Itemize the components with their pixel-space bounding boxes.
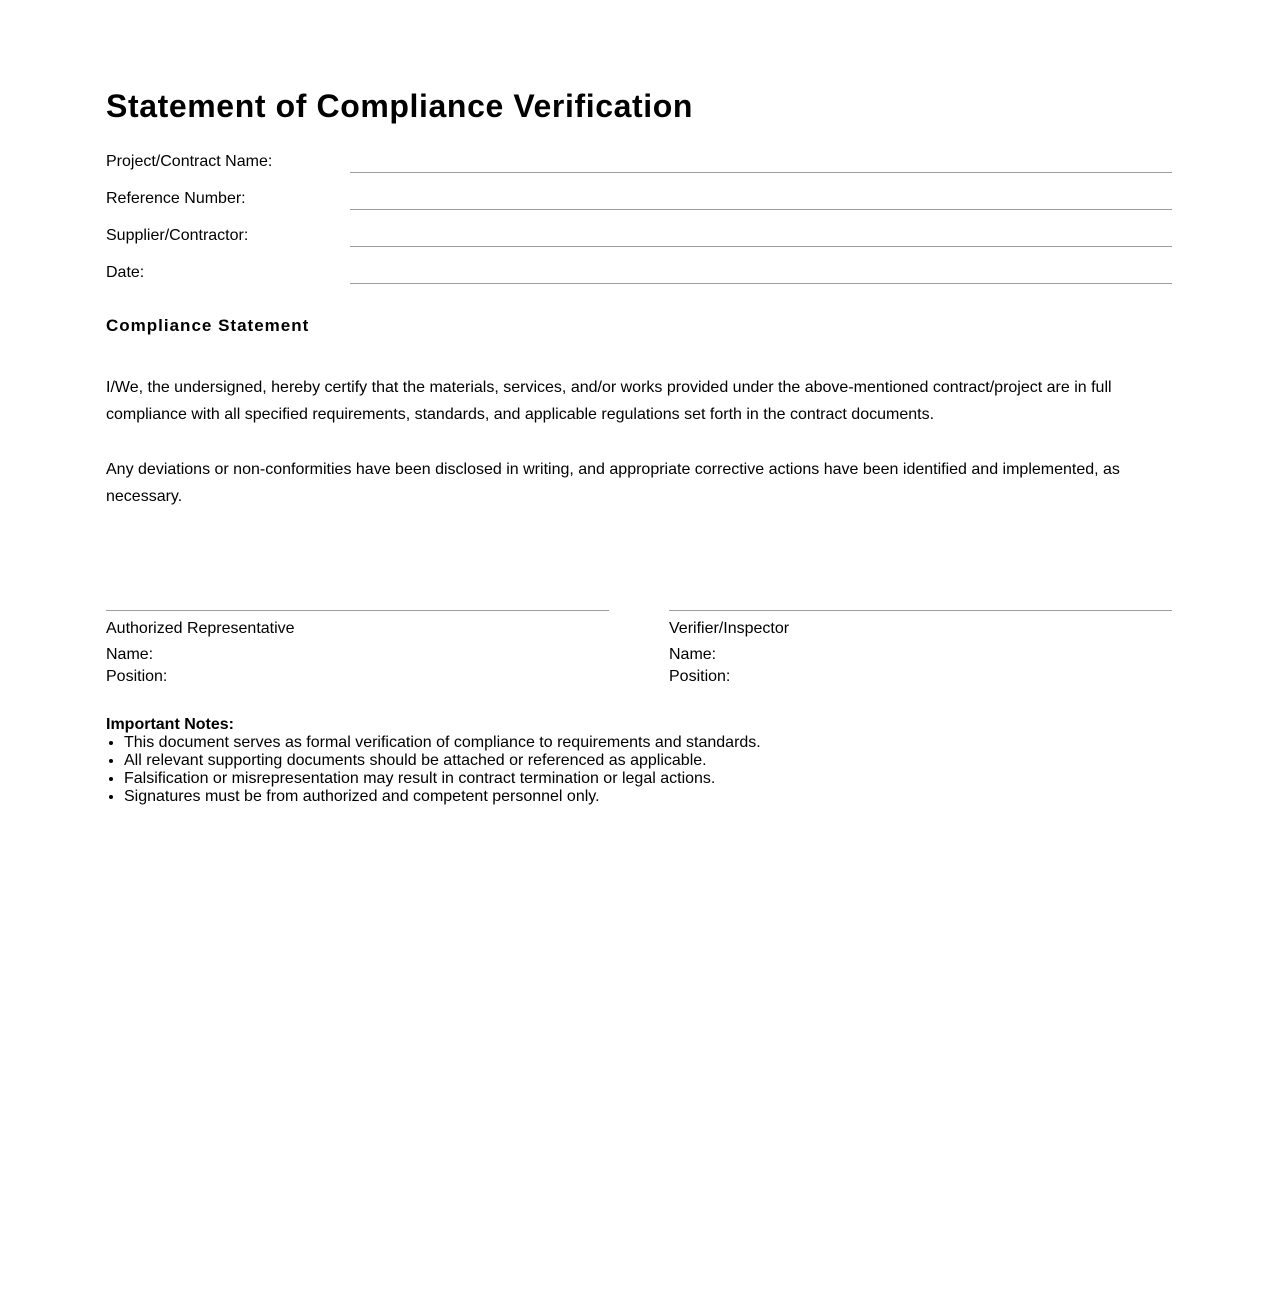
signature-name-label: Name: (106, 646, 154, 663)
signature-line[interactable] (669, 610, 1172, 611)
compliance-paragraph-1: I/We, the undersigned, hereby certify that the materials, services, and/or works provided under the above-mentioned contract/project are in full compliance with all specified requirements, standards, and applicable regulations set forth in the contract documents. (106, 379, 1112, 423)
list-item: • Signatures must be from authorized and competent personnel only. (124, 788, 1172, 806)
signature-block-authorized-representative (106, 610, 609, 689)
field-label: Supplier/Contractor: (106, 227, 249, 244)
list-item: • All relevant supporting documents should be attached or referenced as applicable. (124, 752, 1172, 770)
field-supplier-contractor (106, 226, 1172, 256)
field-reference-number (106, 189, 1172, 219)
list-item: • Falsification or misrepresentation may result in contract termination or legal actions. (124, 770, 1172, 788)
important-notes (106, 716, 1172, 806)
supplier-contractor-input-line[interactable] (350, 246, 1172, 247)
list-item: • This document serves as formal verification of compliance to requirements and standards. (124, 734, 1172, 752)
field-label: Date: (106, 264, 145, 281)
date-input-line[interactable] (350, 283, 1172, 284)
compliance-paragraph-2: Any deviations or non-conformities have been disclosed in writing, and appropriate corrective actions have been identified and implemented, as necessary. (106, 461, 1120, 505)
signature-title: Authorized Representative (106, 620, 295, 637)
signature-position-label: Position: (106, 668, 168, 685)
reference-number-input-line[interactable] (350, 209, 1172, 210)
field-label: Reference Number: (106, 190, 246, 207)
signature-title: Verifier/Inspector (669, 620, 790, 637)
compliance-statement-heading: Compliance Statement (106, 316, 310, 335)
page-title: Statement of Compliance Verification (106, 88, 694, 124)
project-contract-name-input-line[interactable] (350, 172, 1172, 173)
signature-position-label: Position: (669, 668, 731, 685)
important-notes-list (106, 734, 1172, 806)
signature-block-verifier-inspector (669, 610, 1172, 689)
signature-name-label: Name: (669, 646, 717, 663)
signature-line[interactable] (106, 610, 609, 611)
field-label: Project/Contract Name: (106, 153, 273, 170)
important-notes-heading: Important Notes: (106, 716, 234, 733)
field-date (106, 263, 1172, 293)
field-project-contract-name (106, 152, 1172, 182)
